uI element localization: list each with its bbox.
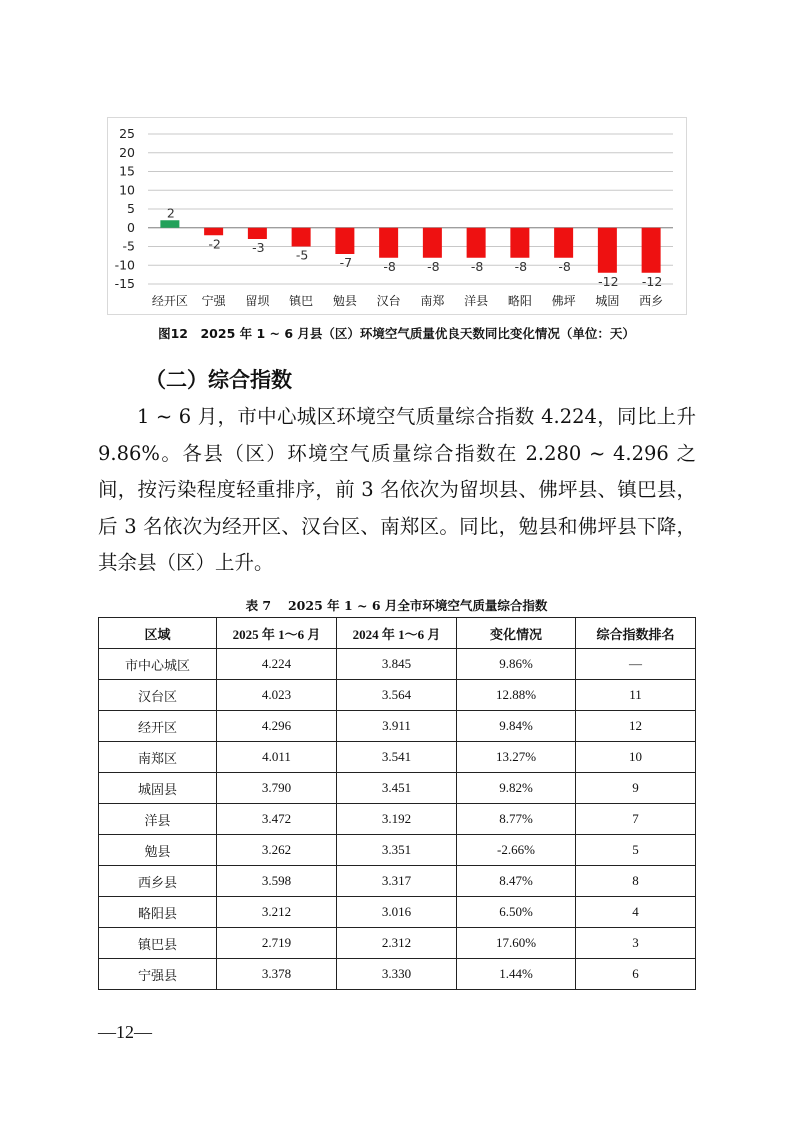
bar (510, 228, 529, 258)
y-tick-label: 5 (127, 201, 135, 216)
table-cell: 7 (576, 804, 696, 835)
table-cell: 13.27% (457, 742, 576, 773)
table-body (99, 649, 696, 990)
table-cell: 宁强县 (99, 959, 217, 990)
table-cell: 9.84% (457, 711, 576, 742)
table-cell: 12 (576, 711, 696, 742)
table-cell: 4 (576, 897, 696, 928)
table-cell: 3.192 (337, 804, 457, 835)
y-tick-label: -15 (114, 276, 135, 291)
bar (598, 228, 617, 273)
table-cell: 8 (576, 866, 696, 897)
section-heading: （二）综合指数 (145, 368, 292, 392)
table-cell: 南郑区 (99, 742, 217, 773)
data-label: -12 (641, 273, 663, 289)
category-label: 城固 (595, 294, 620, 308)
table-cell: 9.86% (457, 649, 576, 680)
table-row (99, 742, 696, 773)
table-header-row (99, 618, 696, 649)
table-cell: 17.60% (457, 928, 576, 959)
table-row (99, 649, 696, 680)
y-tick-label: 20 (119, 144, 135, 160)
data-label: -2 (208, 236, 221, 252)
table-cell: 3.351 (337, 835, 457, 866)
table-cell: 4.296 (217, 711, 337, 742)
table-cell: 5 (576, 835, 696, 866)
table-cell: 8.47% (457, 866, 576, 897)
category-label: 略阳 (507, 294, 532, 308)
data-label: -8 (514, 258, 528, 274)
data-label: -3 (252, 240, 265, 255)
table-cell: 6 (576, 959, 696, 990)
data-label: -7 (339, 255, 353, 270)
header-2024: 2024 年 1～6 月 (337, 618, 457, 649)
bar (160, 220, 179, 228)
table-cell: 3.598 (217, 866, 337, 897)
table-cell: 3.016 (337, 897, 457, 928)
table-cell: 洋县 (99, 804, 217, 835)
table-cell: 4.011 (217, 742, 337, 773)
y-tick-label: 15 (119, 163, 135, 179)
table-cell: 1.44% (457, 959, 576, 990)
table-row (99, 711, 696, 742)
bar (335, 228, 354, 254)
table-cell: 3.212 (217, 897, 337, 928)
table-cell: 9.82% (457, 773, 576, 804)
table-cell: 3.541 (337, 742, 457, 773)
table-cell: 3.472 (217, 804, 337, 835)
data-label: -8 (383, 258, 396, 274)
table-caption: 表 7 2025 年 1 ~ 6 月全市环境空气质量综合指数 (245, 598, 548, 613)
data-label: -8 (558, 258, 571, 274)
category-label: 宁强 (201, 294, 226, 308)
y-tick-label: 10 (119, 182, 135, 198)
table-cell: 3.317 (337, 866, 457, 897)
data-label: -8 (427, 258, 440, 274)
table-cell: 6.50% (457, 897, 576, 928)
figure-caption: 图12 2025 年 1 ~ 6 月县（区）环境空气质量优良天数同比变化情况（单位：天） (158, 326, 635, 341)
table-row (99, 835, 696, 866)
category-label: 佛坪 (551, 294, 576, 308)
table-cell: 西乡县 (99, 866, 217, 897)
header-region: 区域 (99, 618, 217, 649)
category-label: 经开区 (151, 294, 188, 308)
table-cell: 11 (576, 680, 696, 711)
y-tick-label: -10 (114, 257, 135, 273)
bar-chart (107, 117, 687, 315)
table-cell: 8.77% (457, 804, 576, 835)
page-number: —12— (98, 1022, 152, 1042)
table-row (99, 680, 696, 711)
table-row (99, 897, 696, 928)
data-table (98, 617, 696, 990)
table-cell: 略阳县 (99, 897, 217, 928)
bar (554, 228, 573, 258)
bar (248, 228, 267, 239)
y-tick-label: 0 (127, 219, 135, 235)
table-cell: 3.564 (337, 680, 457, 711)
table-cell: 镇巴县 (99, 928, 217, 959)
table-row (99, 773, 696, 804)
table-cell: 3 (576, 928, 696, 959)
data-label: -5 (295, 247, 309, 263)
category-label: 勉县 (332, 294, 357, 308)
table-cell: 城固县 (99, 773, 217, 804)
table-cell: — (576, 649, 696, 680)
table-cell: 4.023 (217, 680, 337, 711)
table-cell: 2.719 (217, 928, 337, 959)
header-rank: 综合指数排名 (576, 618, 696, 649)
category-label: 留坝 (245, 294, 270, 308)
y-tick-label: 25 (119, 126, 135, 141)
data-label: -8 (470, 258, 484, 274)
table-cell: 3.790 (217, 773, 337, 804)
table-cell: 经开区 (99, 711, 217, 742)
bar (204, 228, 223, 236)
body-paragraph: 1 ~ 6 月，市中心城区环境空气质量综合指数 4.224，同比上升 9.86%。各县（区）环境空气质量综合指数在 2.280 ~ 4.296 之间，按污染程度轻重排序，前 3 名依次为留坝县、佛坪县、镇巴县，后 3 名依次为经开区、汉台区、南郑区。同比，勉县和佛坪县下降，其余县（区）上升。 (98, 405, 696, 574)
bar (423, 228, 442, 258)
category-label: 洋县 (464, 294, 489, 308)
table-row (99, 928, 696, 959)
table-row (99, 804, 696, 835)
table-cell: 3.330 (337, 959, 457, 990)
table-cell: 市中心城区 (99, 649, 217, 680)
table-row (99, 959, 696, 990)
table-cell: -2.66% (457, 835, 576, 866)
category-label: 镇巴 (289, 294, 314, 308)
header-change: 变化情况 (457, 618, 576, 649)
table-cell: 3.845 (337, 649, 457, 680)
chart-svg (108, 118, 686, 314)
table-cell: 3.911 (337, 711, 457, 742)
y-tick-label: -5 (122, 238, 135, 254)
category-label: 南郑 (420, 294, 445, 308)
table-cell: 3.378 (217, 959, 337, 990)
bar (292, 228, 311, 247)
table-cell: 勉县 (99, 835, 217, 866)
category-label: 西乡 (639, 294, 664, 308)
bar (467, 228, 486, 258)
table-cell: 9 (576, 773, 696, 804)
table-row (99, 866, 696, 897)
table-cell: 10 (576, 742, 696, 773)
table-cell: 3.451 (337, 773, 457, 804)
data-label: 2 (166, 205, 175, 221)
bar (642, 228, 661, 273)
data-label: -12 (598, 273, 619, 289)
table-cell: 3.262 (217, 835, 337, 866)
table-cell: 12.88% (457, 680, 576, 711)
table-cell: 4.224 (217, 649, 337, 680)
table-cell: 2.312 (337, 928, 457, 959)
header-2025: 2025 年 1～6 月 (217, 618, 337, 649)
category-label: 汉台 (376, 294, 401, 308)
bar (379, 228, 398, 258)
table-cell: 汉台区 (99, 680, 217, 711)
